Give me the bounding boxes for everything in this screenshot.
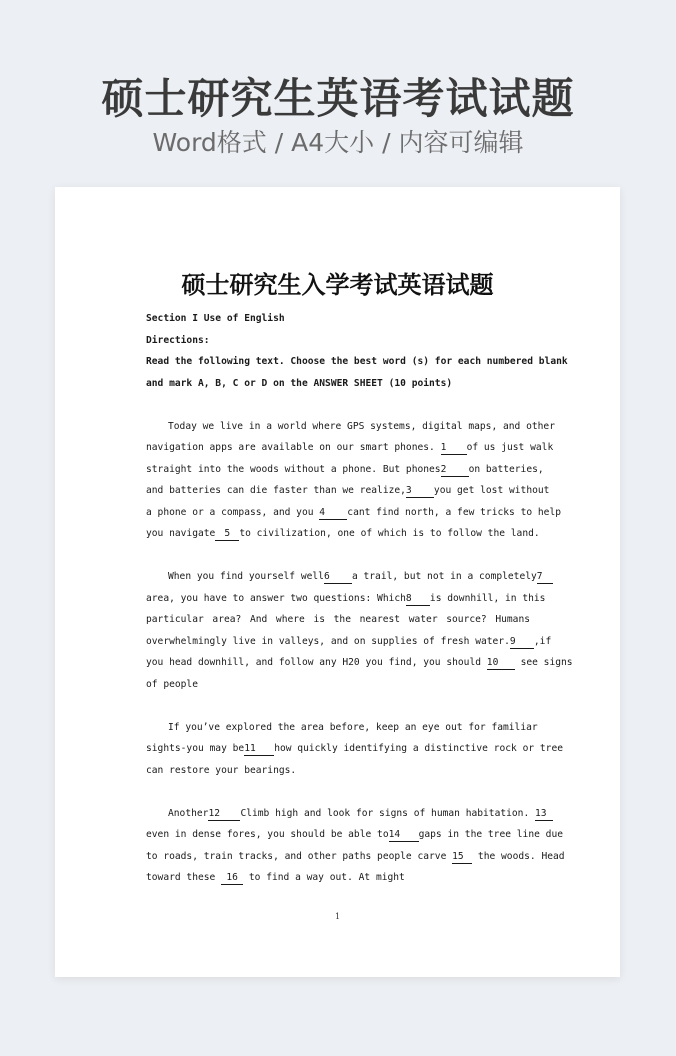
p4-line-4 bbox=[146, 867, 530, 889]
p4-line-1 bbox=[146, 803, 547, 825]
document-page bbox=[55, 187, 620, 977]
p1-line-4 bbox=[146, 480, 550, 502]
p4-text: to find a way out. At might bbox=[248, 872, 405, 883]
banner-title: 硕士研究生英语考试试题 bbox=[101, 74, 575, 123]
p2-line-4 bbox=[146, 631, 552, 653]
p1-text: straight into the woods without a phone. But phones bbox=[146, 463, 441, 475]
instructions-line-1: Read the following text. Choose the best word (s) for each numbered blank bbox=[146, 356, 568, 367]
p1-text: you navigate bbox=[146, 528, 216, 539]
blank-10: 10 bbox=[487, 657, 515, 670]
p3-text: how quickly identifying a distinctive rock or tree bbox=[274, 743, 563, 754]
blank-13: 13 bbox=[535, 808, 553, 821]
banner-subtitle: Word格式 / A4大小 / 内容可编辑 bbox=[152, 128, 524, 157]
blank-5: 5 bbox=[215, 528, 239, 541]
p1-text: to civilization, one of which is to follow the land. bbox=[239, 528, 540, 539]
p1-line-6 bbox=[146, 523, 540, 545]
p3-text: sights-you may be bbox=[146, 743, 245, 754]
paragraph-gap bbox=[146, 781, 530, 803]
p1-text: cant find north, a few tricks to help bbox=[347, 506, 562, 518]
blank-8: 8 bbox=[406, 593, 430, 606]
p2-text: area, you have to answer two questions: Which bbox=[146, 592, 406, 604]
blank-3: 3 bbox=[406, 485, 434, 498]
blank-4: 4 bbox=[319, 507, 347, 520]
p2-line-5 bbox=[146, 652, 573, 674]
p3-line-2 bbox=[146, 738, 563, 760]
paragraph-gap bbox=[146, 695, 530, 717]
p2-text: overwhelmingly live in valleys, and on supplies of fresh water. bbox=[146, 635, 510, 647]
blank-11: 11 bbox=[244, 743, 274, 756]
p3-line-3: can restore your bearings. bbox=[146, 764, 297, 776]
p4-text: the woods. Head bbox=[477, 850, 565, 862]
blank-6: 6 bbox=[324, 571, 352, 584]
p2-text: see signs bbox=[520, 657, 573, 668]
paragraph-gap bbox=[146, 394, 530, 416]
blank-7: 7 bbox=[537, 571, 553, 584]
blank-15: 15 bbox=[452, 851, 472, 864]
p4-text: to roads, train tracks, and other paths people carve bbox=[146, 850, 447, 862]
blank-16: 16 bbox=[221, 872, 243, 885]
p2-text: a trail, but not in a completely bbox=[351, 571, 537, 582]
blank-14: 14 bbox=[389, 829, 419, 842]
p1-text: you get lost without bbox=[433, 485, 550, 496]
p4-text: toward these bbox=[146, 872, 216, 883]
p4-line-3 bbox=[146, 846, 565, 868]
p4-text: even in dense fores, you should be able to bbox=[146, 829, 389, 840]
blank-9: 9 bbox=[510, 636, 534, 649]
page-number: 1 bbox=[334, 912, 341, 921]
p1-text: of us just walk bbox=[466, 442, 554, 453]
p1-line-1 bbox=[146, 416, 555, 438]
p2-text: When you find yourself well bbox=[168, 571, 324, 582]
p1-text: and batteries can die faster than we realize, bbox=[146, 485, 406, 496]
p3-line-1: If you’ve explored the area before, keep an eye out for familiar bbox=[168, 721, 538, 733]
p1-line-2 bbox=[146, 437, 554, 459]
blank-1: 1 bbox=[441, 442, 467, 455]
document-title: 硕士研究生入学考试英语试题 bbox=[181, 271, 494, 299]
p4-text: gaps in the tree line due bbox=[418, 829, 563, 840]
p1-text: Today we live in a world where GPS systems, digital maps, and other bbox=[168, 420, 555, 432]
instructions-line-2: and mark A, B, C or D on the ANSWER SHEET (10 points) bbox=[146, 377, 453, 389]
p4-text: Another bbox=[168, 807, 209, 819]
paragraph-gap bbox=[146, 545, 530, 567]
document-body bbox=[146, 308, 573, 889]
p2-line-1 bbox=[146, 566, 543, 588]
p1-text: on batteries, bbox=[468, 463, 544, 475]
p1-line-3 bbox=[146, 459, 544, 481]
blank-12: 12 bbox=[208, 808, 240, 821]
p1-text: navigation apps are available on our smart phones. bbox=[146, 442, 435, 453]
p1-text: a phone or a compass, and you bbox=[146, 506, 314, 518]
p1-line-5 bbox=[146, 502, 562, 524]
p2-text: ,if bbox=[533, 635, 552, 647]
section-heading: Section I Use of English bbox=[146, 313, 285, 324]
p4-line-2 bbox=[146, 824, 563, 846]
p2-text: you head downhill, and follow any H20 you find, you should bbox=[146, 657, 482, 668]
p2-line-2 bbox=[146, 588, 546, 610]
p2-text: is downhill, in this bbox=[429, 592, 546, 604]
p2-line-3: particular area? And where is the nearest water source? Humans bbox=[146, 614, 530, 625]
p2-line-6: of people bbox=[146, 678, 198, 690]
blank-2: 2 bbox=[441, 464, 469, 477]
directions-label: Directions: bbox=[146, 334, 210, 346]
p4-text: Climb high and look for signs of human habitation. bbox=[240, 807, 530, 819]
